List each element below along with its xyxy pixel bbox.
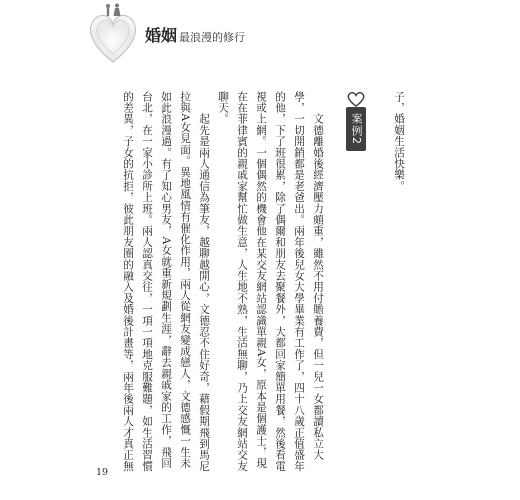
text-column: 視或上網。一個偶然的機會他在某交友網站認識單親A女，原本是個護士，現: [255, 91, 267, 469]
text-column: 台北，在一家小診所上班。兩人認真交往，一項一項地克服難題，如生活習慣: [141, 91, 153, 472]
heart-icon: [347, 91, 365, 107]
case-heading: [346, 91, 368, 151]
text-column: 的差異，子女的抗拒，彼此朋友圈的融入及婚後計畫等，兩年後兩人才真正無: [122, 91, 134, 472]
text-column: 文德離婚後經濟壓力頗重，雖然不用付贍養費，但一兒一女都讀私立大: [312, 91, 324, 461]
header-subtitle: 最浪漫的修行: [179, 31, 246, 44]
text-column: 學，一切開銷都是老爸出。兩年後兒女大學畢業有工作了，四十八歲正值盛年: [293, 91, 305, 472]
text-column: 起先是兩人通信為筆友，越聊越開心，文德忍不住好奇，藉假期飛到馬尼: [198, 91, 210, 472]
text-column: 子，婚姻生活快樂。: [393, 91, 405, 192]
text-column: 拉與A女見面。異地風情有催化作用，兩人從網友變成戀人，文德感慨一生未: [179, 91, 191, 469]
couple-heart-illustration: [84, 0, 142, 70]
page-number: 19: [96, 467, 109, 478]
text-column: 在在菲律賓的親戚家幫忙做生意，人生地不熟，生活無聊，乃上交友網站交友: [236, 91, 248, 472]
header-title: 婚姻: [145, 26, 178, 45]
text-column: 聊天。: [217, 91, 229, 125]
text-column: 的他，下了班很累，除了偶爾和朋友去聚餐外，大都回家簡單用餐，然後看電: [274, 91, 286, 472]
running-header: [145, 23, 245, 46]
case-number-badge: 案例2: [346, 107, 366, 151]
text-column: 如此浪漫過。有了知心男友，A女就重新規劃生涯，辭去親戚家的工作，飛回: [160, 91, 172, 469]
